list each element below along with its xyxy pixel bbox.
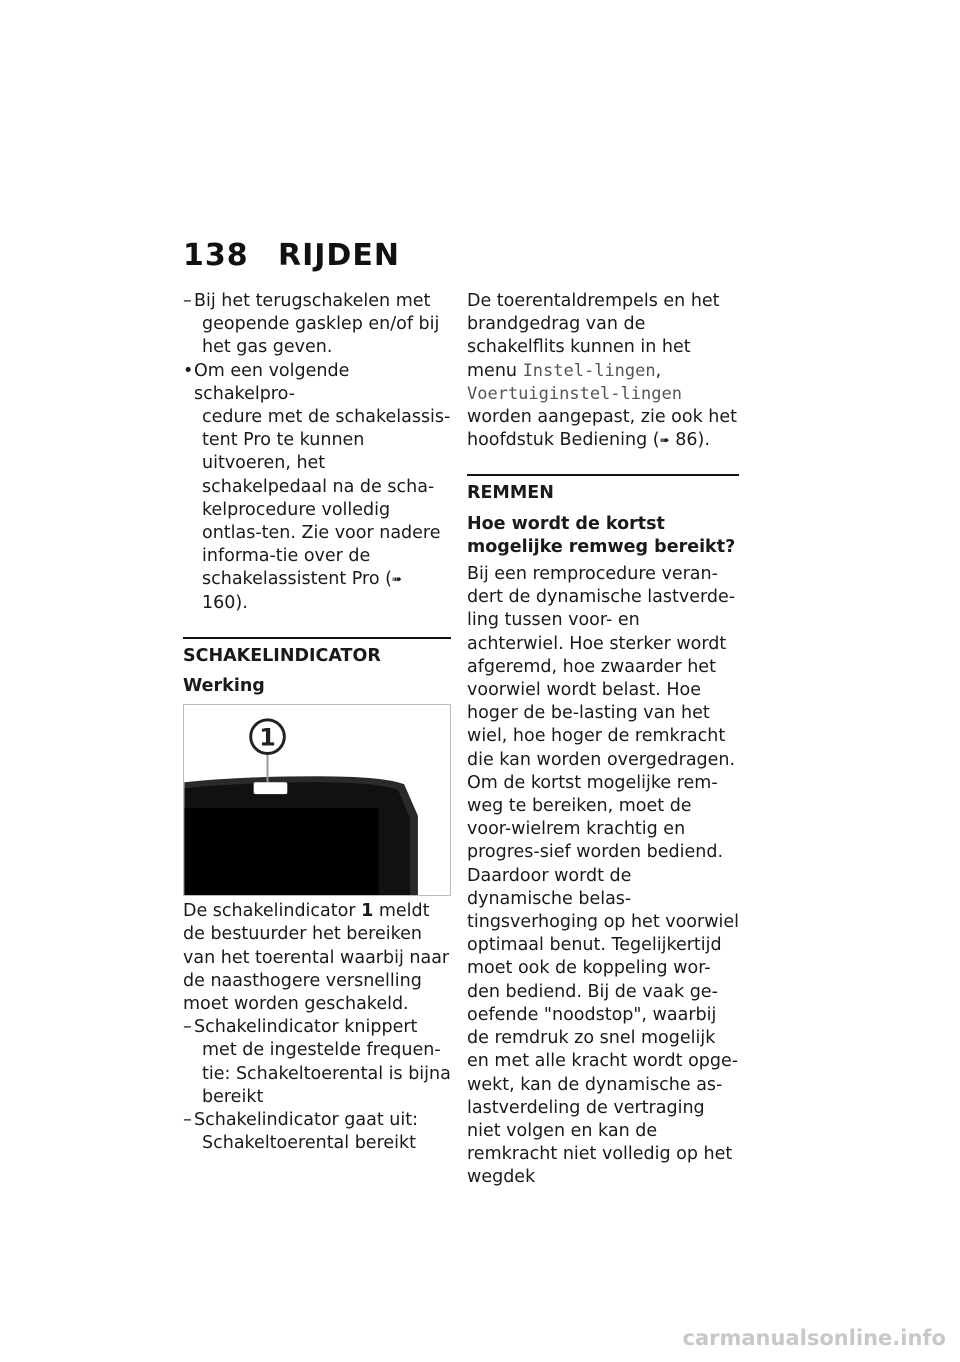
paragraph: Om de kortst mogelijke rem-weg te bereiken, moet de voor-wielrem krachtig en progres-sief worden bediend. Daardoor wordt de dynamische belas-tingsverhoging op het voorwiel optimaal benut. Tegelijkertijd moet ook de koppeling wor-den bediend. Bij de vaak ge-oefende "noodstop", waarbij de remdruk zo snel mogelijk en met alle kracht wordt opge-wekt, kan de dynamische as-lastverdeling de vertraging niet volgen en kan de remkracht niet volledig op het wegdek (467, 772, 740, 1188)
page-header (183, 238, 400, 273)
list-item: – Schakelindicator knippert met de ingestelde frequen-tie: Schakeltoerental is bijna bereikt (183, 1017, 451, 1107)
watermark: carmanualsonline.info (682, 1326, 946, 1350)
indicator-light (254, 782, 288, 794)
menu-path: Voertuiginstel-lingen (467, 383, 682, 404)
chapter-title: RIJDEN (278, 238, 400, 273)
shift-indicator-figure (183, 704, 451, 896)
menu-path: Instel-lingen (522, 360, 656, 381)
list-item: – Schakelindicator gaat uit: Schakeltoerental bereikt (183, 1110, 418, 1154)
dash-marker: – (183, 1110, 192, 1131)
page-ref-arrow-icon: ➠ (391, 572, 402, 587)
paragraph: De schakelindicator 1 meldt de bestuurder het bereiken van het toerental waarbij naar de naasthogere versnelling moet worden geschakeld. (183, 901, 450, 1015)
right-column (467, 290, 739, 1190)
sub-title: Hoe wordt de kortst mogelijke remweg bereikt? (467, 513, 736, 557)
section-title: REMMEN (467, 483, 554, 504)
left-column (183, 290, 451, 1155)
page-ref[interactable]: 86 (675, 430, 698, 451)
figure-callout-label: 1 (259, 723, 276, 752)
bullet-marker: • (183, 360, 194, 381)
section-divider (183, 637, 451, 639)
section-title: SCHAKELINDICATOR (183, 645, 381, 666)
sub-title: Werking (183, 676, 265, 697)
page-ref-arrow-icon: ➠ (659, 433, 670, 448)
page-number: 138 (183, 238, 249, 273)
page-ref[interactable]: 160 (202, 592, 236, 613)
list-item: • Om een volgende schakelpro- cedure met de schakelassis-tent Pro te kunnen uitvoeren, het schakelpedaal na de scha-kelprocedure volledig ontlas-ten. Zie voor nadere informa-tie over de schakelassistent Pro (➠ 160). (183, 360, 451, 613)
section-divider (467, 474, 739, 476)
paragraph: De toerentaldrempels en het brandgedrag van de schakelflits kunnen in het menu Instel-lingen, Voertuiginstel-lingen worden aangepast, zie ook het hoofdstuk Bediening (➠ 86). (467, 291, 737, 451)
paragraph: Bij een remprocedure veran-dert de dynamische lastverde-ling tussen voor- en achterwiel. Hoe sterker wordt afgeremd, hoe zwaarder het voorwiel wordt belast. Hoe hoger de be-lasting van het wiel, hoe hoger de remkracht die kan worden overgedragen. (467, 564, 736, 770)
list-item: – Bij het terugschakelen met geopende gasklep en/of bij het gas geven. (183, 291, 440, 358)
dash-marker: – (183, 291, 192, 311)
dash-marker: – (183, 1017, 192, 1038)
